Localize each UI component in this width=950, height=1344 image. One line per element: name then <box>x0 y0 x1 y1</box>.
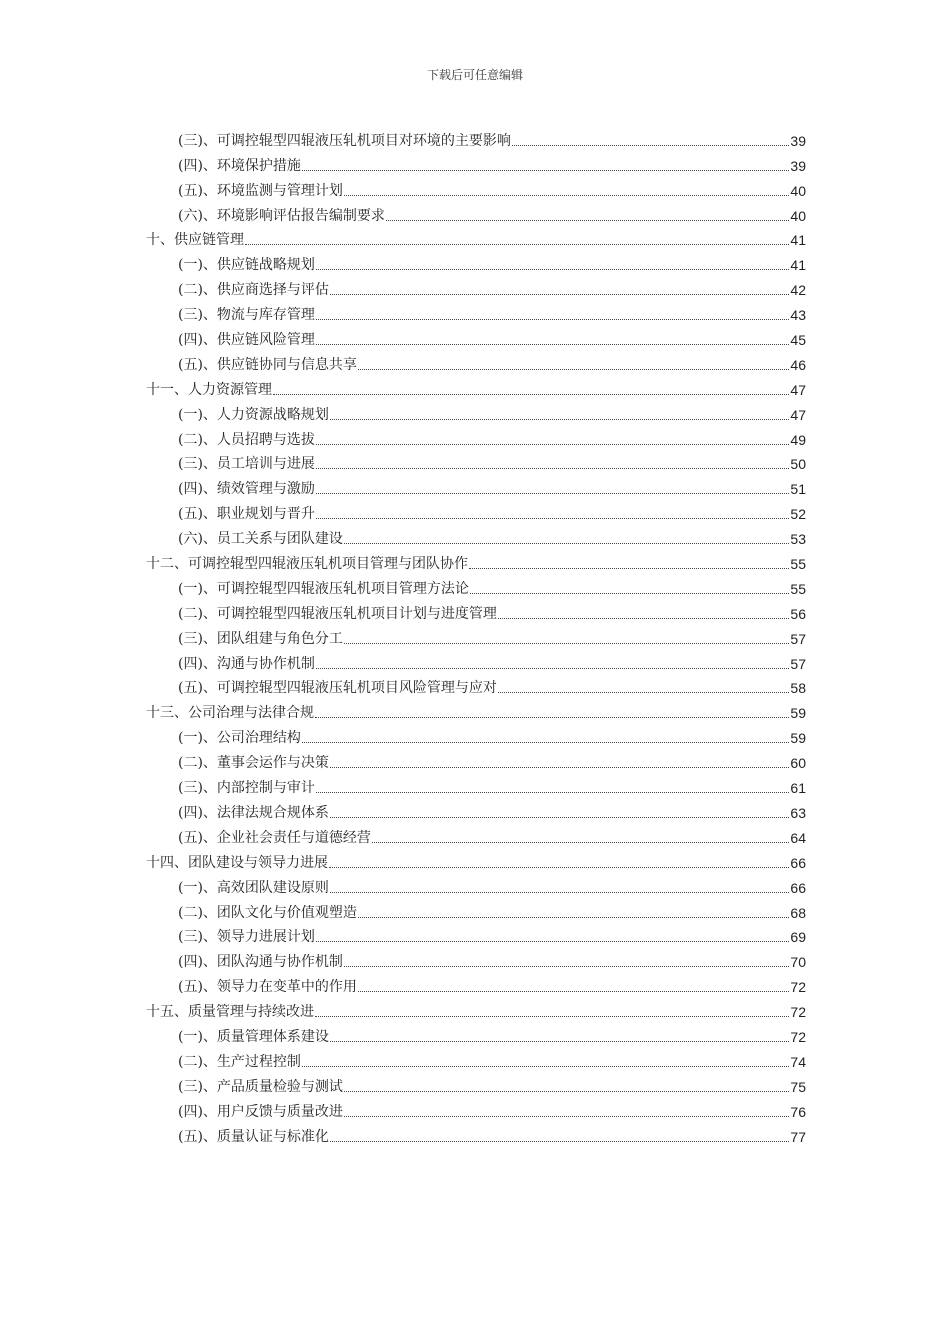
toc-page-number: 55 <box>790 580 806 597</box>
toc-dot-leader <box>315 1015 789 1017</box>
toc-entry-title: (三)、内部控制与审计 <box>178 780 315 797</box>
toc-entry-title: (二)、董事会运作与决策 <box>178 755 329 772</box>
toc-page-number: 40 <box>790 207 806 224</box>
toc-section-entry[interactable] <box>146 425 806 450</box>
toc-dot-leader <box>330 766 789 768</box>
toc-section-entry[interactable] <box>146 176 806 201</box>
toc-dot-leader <box>330 418 789 420</box>
toc-entry-title: (五)、供应链协同与信息共享 <box>178 356 357 373</box>
toc-page-number: 58 <box>790 680 806 697</box>
toc-dot-leader <box>316 318 789 320</box>
toc-dot-leader <box>344 642 789 644</box>
toc-entry-title: (四)、供应链风险管理 <box>178 332 315 349</box>
toc-section-entry[interactable] <box>146 400 806 425</box>
toc-page-number: 72 <box>790 979 806 996</box>
toc-dot-leader <box>330 816 789 818</box>
toc-entry-title: (五)、领导力在变革中的作用 <box>178 979 357 996</box>
toc-section-entry[interactable] <box>146 674 806 699</box>
toc-page-number: 76 <box>790 1103 806 1120</box>
toc-dot-leader <box>344 542 789 544</box>
toc-dot-leader <box>316 940 789 942</box>
toc-page-number: 64 <box>790 829 806 846</box>
toc-entry-title: (三)、物流与库存管理 <box>178 307 315 324</box>
toc-entry-title: (四)、绩效管理与激励 <box>178 481 315 498</box>
toc-dot-leader <box>469 567 789 569</box>
toc-entry-title: (一)、高效团队建设原则 <box>178 879 329 896</box>
toc-page-number: 39 <box>790 157 806 174</box>
toc-section-entry[interactable] <box>146 798 806 823</box>
toc-page-number: 66 <box>790 854 806 871</box>
toc-page-number: 77 <box>790 1128 806 1145</box>
toc-dot-leader <box>316 791 789 793</box>
toc-dot-leader <box>358 368 789 370</box>
toc-section-entry[interactable] <box>146 350 806 375</box>
toc-dot-leader <box>329 866 789 868</box>
toc-dot-leader <box>344 965 789 967</box>
toc-entry-title: (一)、可调控辊型四辊液压轧机项目管理方法论 <box>178 580 469 597</box>
toc-section-entry[interactable] <box>146 723 806 748</box>
toc-dot-leader <box>498 691 789 693</box>
toc-section-entry[interactable] <box>146 1097 806 1122</box>
toc-entry-title: (二)、可调控辊型四辊液压轧机项目计划与进度管理 <box>178 605 497 622</box>
toc-page-number: 42 <box>790 282 806 299</box>
toc-page-number: 51 <box>790 481 806 498</box>
toc-entry-title: (一)、供应链战略规划 <box>178 257 315 274</box>
toc-section-entry[interactable] <box>146 574 806 599</box>
toc-entry-title: (二)、人员招聘与选拔 <box>178 431 315 448</box>
toc-section-entry[interactable] <box>146 499 806 524</box>
toc-entry-title: (一)、质量管理体系建设 <box>178 1028 329 1045</box>
toc-page-number: 39 <box>790 132 806 149</box>
toc-page-number: 52 <box>790 506 806 523</box>
toc-page-number: 57 <box>790 630 806 647</box>
toc-page-number: 66 <box>790 879 806 896</box>
toc-chapter-entry[interactable] <box>146 848 806 873</box>
toc-dot-leader <box>316 517 789 519</box>
toc-chapter-entry[interactable] <box>146 226 806 251</box>
toc-chapter-entry[interactable] <box>146 997 806 1022</box>
toc-section-entry[interactable] <box>146 524 806 549</box>
toc-section-entry[interactable] <box>146 898 806 923</box>
toc-section-entry[interactable] <box>146 1047 806 1072</box>
toc-section-entry[interactable] <box>146 325 806 350</box>
toc-section-entry[interactable] <box>146 773 806 798</box>
toc-entry-title: (五)、质量认证与标准化 <box>178 1128 329 1145</box>
toc-section-entry[interactable] <box>146 474 806 499</box>
toc-entry-title: (三)、领导力进展计划 <box>178 929 315 946</box>
toc-dot-leader <box>344 1090 789 1092</box>
toc-page-number: 53 <box>790 531 806 548</box>
toc-page-number: 41 <box>790 232 806 249</box>
toc-page-number: 60 <box>790 755 806 772</box>
toc-entry-title: (五)、环境监测与管理计划 <box>178 182 343 199</box>
toc-chapter-entry[interactable] <box>146 549 806 574</box>
toc-dot-leader <box>316 343 789 345</box>
toc-page-number: 57 <box>790 655 806 672</box>
toc-page-number: 43 <box>790 307 806 324</box>
toc-entry-title: (三)、产品质量检验与测试 <box>178 1078 343 1095</box>
toc-entry-title: (四)、法律法规合规体系 <box>178 804 329 821</box>
toc-dot-leader <box>302 1065 789 1067</box>
toc-dot-leader <box>273 393 789 395</box>
toc-dot-leader <box>315 716 789 718</box>
toc-dot-leader <box>330 891 789 893</box>
toc-section-entry[interactable] <box>146 1022 806 1047</box>
toc-section-entry[interactable] <box>146 947 806 972</box>
toc-page-number: 70 <box>790 954 806 971</box>
toc-entry-title: (五)、职业规划与晋升 <box>178 506 315 523</box>
toc-section-entry[interactable] <box>146 873 806 898</box>
toc-page-number: 68 <box>790 904 806 921</box>
toc-dot-leader <box>302 169 789 171</box>
toc-page-number: 74 <box>790 1053 806 1070</box>
toc-dot-leader <box>316 268 789 270</box>
toc-entry-title: (二)、团队文化与价值观塑造 <box>178 904 357 921</box>
toc-dot-leader <box>386 219 789 221</box>
table-of-contents <box>146 126 806 1147</box>
toc-dot-leader <box>330 293 789 295</box>
toc-page-number: 72 <box>790 1004 806 1021</box>
toc-page-number: 46 <box>790 356 806 373</box>
toc-chapter-entry[interactable] <box>146 375 806 400</box>
toc-section-entry[interactable] <box>146 624 806 649</box>
toc-entry-title: (五)、企业社会责任与道德经营 <box>178 829 371 846</box>
toc-section-entry[interactable] <box>146 748 806 773</box>
toc-dot-leader <box>498 617 789 619</box>
toc-page-number: 45 <box>790 332 806 349</box>
toc-entry-title: 十、供应链管理 <box>146 232 244 249</box>
toc-entry-title: (三)、可调控辊型四辊液压轧机项目对环境的主要影响 <box>178 132 511 149</box>
toc-dot-leader <box>372 841 789 843</box>
toc-section-entry[interactable] <box>146 923 806 948</box>
toc-entry-title: 十五、质量管理与持续改进 <box>146 1004 314 1021</box>
toc-page-number: 61 <box>790 780 806 797</box>
toc-chapter-entry[interactable] <box>146 698 806 723</box>
toc-entry-title: (五)、可调控辊型四辊液压轧机项目风险管理与应对 <box>178 680 497 697</box>
toc-entry-title: (二)、供应商选择与评估 <box>178 282 329 299</box>
toc-entry-title: (四)、用户反馈与质量改进 <box>178 1103 343 1120</box>
toc-entry-title: (二)、生产过程控制 <box>178 1053 301 1070</box>
toc-entry-title: 十二、可调控辊型四辊液压轧机项目管理与团队协作 <box>146 556 468 573</box>
toc-page-number: 59 <box>790 730 806 747</box>
toc-page-number: 55 <box>790 556 806 573</box>
toc-entry-title: (六)、员工关系与团队建设 <box>178 531 343 548</box>
toc-dot-leader <box>330 1040 789 1042</box>
toc-entry-title: (三)、团队组建与角色分工 <box>178 630 343 647</box>
toc-dot-leader <box>512 144 789 146</box>
toc-entry-title: (六)、环境影响评估报告编制要求 <box>178 207 385 224</box>
toc-section-entry[interactable] <box>146 1072 806 1097</box>
toc-page-number: 50 <box>790 456 806 473</box>
toc-dot-leader <box>316 492 789 494</box>
toc-page-number: 40 <box>790 182 806 199</box>
toc-section-entry[interactable] <box>146 151 806 176</box>
toc-entry-title: (三)、员工培训与进展 <box>178 456 315 473</box>
toc-section-entry[interactable] <box>146 599 806 624</box>
page-header: 下载后可任意编辑 <box>426 68 523 82</box>
toc-dot-leader <box>344 194 789 196</box>
toc-entry-title: (四)、环境保护措施 <box>178 157 301 174</box>
toc-section-entry[interactable] <box>146 649 806 674</box>
toc-section-entry[interactable] <box>146 275 806 300</box>
toc-dot-leader <box>344 1115 789 1117</box>
toc-entry-title: 十三、公司治理与法律合规 <box>146 705 314 722</box>
toc-page-number: 59 <box>790 705 806 722</box>
toc-section-entry[interactable] <box>146 972 806 997</box>
toc-dot-leader <box>358 916 789 918</box>
toc-section-entry[interactable] <box>146 300 806 325</box>
toc-page-number: 63 <box>790 804 806 821</box>
toc-section-entry[interactable] <box>146 250 806 275</box>
toc-section-entry[interactable] <box>146 126 806 151</box>
toc-dot-leader <box>470 592 789 594</box>
toc-dot-leader <box>302 741 789 743</box>
toc-page-number: 69 <box>790 929 806 946</box>
toc-section-entry[interactable] <box>146 823 806 848</box>
toc-entry-title: (一)、人力资源战略规划 <box>178 406 329 423</box>
toc-page-number: 41 <box>790 257 806 274</box>
toc-page-number: 75 <box>790 1078 806 1095</box>
toc-dot-leader <box>316 667 789 669</box>
toc-entry-title: 十一、人力资源管理 <box>146 381 272 398</box>
toc-page-number: 49 <box>790 431 806 448</box>
toc-dot-leader <box>245 243 789 245</box>
toc-dot-leader <box>358 990 789 992</box>
toc-section-entry[interactable] <box>146 450 806 475</box>
toc-dot-leader <box>316 443 789 445</box>
toc-dot-leader <box>316 467 789 469</box>
toc-page-number: 56 <box>790 605 806 622</box>
toc-entry-title: (四)、团队沟通与协作机制 <box>178 954 343 971</box>
toc-entry-title: 十四、团队建设与领导力进展 <box>146 854 328 871</box>
toc-section-entry[interactable] <box>146 201 806 226</box>
toc-section-entry[interactable] <box>146 1122 806 1147</box>
toc-dot-leader <box>330 1140 789 1142</box>
toc-entry-title: (四)、沟通与协作机制 <box>178 655 315 672</box>
toc-page-number: 47 <box>790 406 806 423</box>
toc-page-number: 72 <box>790 1028 806 1045</box>
toc-entry-title: (一)、公司治理结构 <box>178 730 301 747</box>
toc-page-number: 47 <box>790 381 806 398</box>
